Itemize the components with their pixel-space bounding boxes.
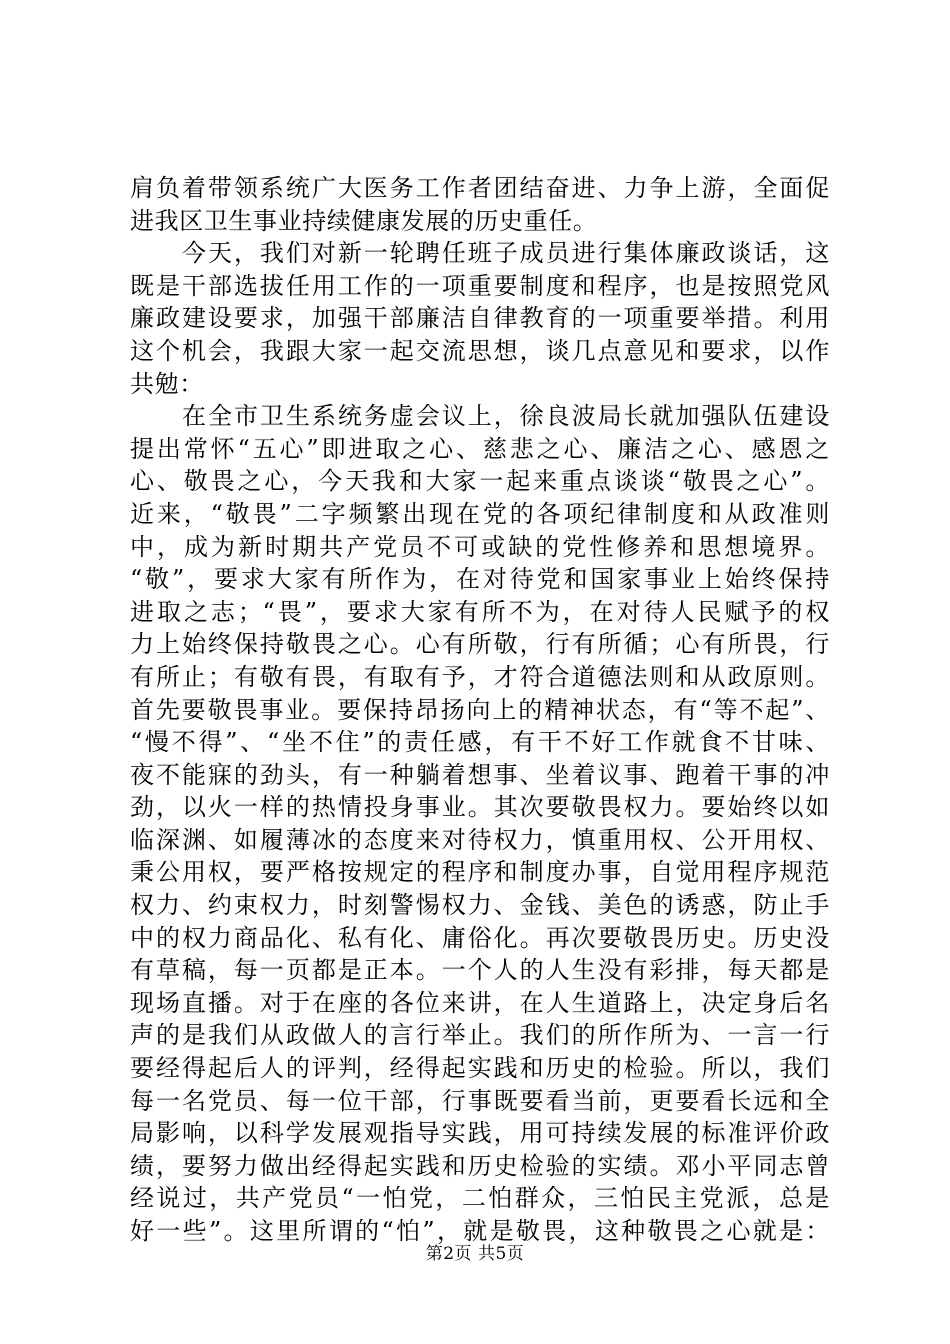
text-line: 近来，“敬畏”二字频繁出现在党的各项纪律制度和从政准则 bbox=[130, 499, 830, 528]
text-line: “慢不得”、“坐不住”的责任感，有干不好工作就食不甘味、 bbox=[130, 728, 830, 757]
text-line: “敬”，要求大家有所作为，在对待党和国家事业上始终保持 bbox=[130, 565, 830, 594]
text-line: 肩负着带领系统广大医务工作者团结奋进、力争上游，全面促 bbox=[130, 174, 830, 202]
text-line: 首先要敬畏事业。要保持昂扬向上的精神状态，有“等不起”、 bbox=[130, 695, 830, 724]
text-line: 经说过，共产党员“一怕党，二怕群众，三怕民主党派，总是 bbox=[130, 1184, 830, 1213]
text-line: 局影响，以科学发展观指导实践，用可持续发展的标准评价政 bbox=[130, 1119, 830, 1148]
text-line: 每一名党员、每一位干部，行事既要看当前，更要看长远和全 bbox=[130, 1086, 830, 1115]
text-line: 要经得起后人的评判，经得起实践和历史的检验。所以，我们 bbox=[130, 1054, 830, 1083]
text-line: 共勉： bbox=[130, 369, 204, 398]
text-line: 绩，要努力做出经得起实践和历史检验的实绩。邓小平同志曾 bbox=[130, 1151, 830, 1180]
text-line: 秉公用权，要严格按规定的程序和制度办事，自觉用程序规范 bbox=[130, 858, 830, 887]
text-line: 心、敬畏之心，今天我和大家一起来重点谈谈“敬畏之心”。 bbox=[130, 467, 830, 496]
text-line: 劲，以火一样的热情投身事业。其次要敬畏权力。要始终以如 bbox=[130, 793, 830, 822]
text-line: 现场直播。对于在座的各位来讲，在人生道路上，决定身后名 bbox=[130, 988, 830, 1017]
text-line: 权力、约束权力，时刻警惕权力、金钱、美色的诱惑，防止手 bbox=[130, 891, 830, 920]
text-line: 有所止；有敬有畏，有取有予，才符合道德法则和从政原则。 bbox=[130, 662, 830, 691]
text-line: 进取之志；“畏”，要求大家有所不为，在对待人民赋予的权 bbox=[130, 597, 830, 626]
text-line: 进我区卫生事业持续健康发展的历史重任。 bbox=[130, 206, 598, 235]
paragraph-first-line: 在全市卫生系统务虚会议上，徐良波局长就加强队伍建设 bbox=[182, 402, 830, 431]
page-footer bbox=[0, 1239, 950, 1264]
text-line: 中，成为新时期共产党员不可或缺的党性修养和思想境界。 bbox=[130, 532, 830, 561]
text-line: 这个机会，我跟大家一起交流思想，谈几点意见和要求，以作 bbox=[130, 336, 830, 365]
text-line: 好一些”。这里所谓的“怕”，就是敬畏，这种敬畏之心就是： bbox=[130, 1217, 830, 1245]
page-number-label: 第2页 共5页 bbox=[425, 1244, 525, 1264]
text-line: 夜不能寐的劲头，有一种躺着想事、坐着议事、跑着干事的冲 bbox=[130, 760, 830, 789]
text-line: 临深渊、如履薄冰的态度来对待权力，慎重用权、公开用权、 bbox=[130, 825, 830, 854]
text-line: 力上始终保持敬畏之心。心有所敬，行有所循；心有所畏，行 bbox=[130, 630, 830, 659]
text-line: 既是干部选拔任用工作的一项重要制度和程序，也是按照党风 bbox=[130, 271, 830, 300]
paragraph-first-line: 今天，我们对新一轮聘任班子成员进行集体廉政谈话，这 bbox=[182, 239, 830, 268]
text-line: 廉政建设要求，加强干部廉洁自律教育的一项重要举措。利用 bbox=[130, 304, 830, 333]
text-line: 提出常怀“五心”即进取之心、慈悲之心、廉洁之心、感恩之 bbox=[130, 434, 830, 463]
text-line: 中的权力商品化、私有化、庸俗化。再次要敬畏历史。历史没 bbox=[130, 923, 830, 952]
body-text bbox=[130, 172, 830, 1248]
text-line: 有草稿，每一页都是正本。一个人的人生没有彩排，每天都是 bbox=[130, 956, 830, 985]
text-line: 声的是我们从政做人的言行举止。我们的所作所为、一言一行 bbox=[130, 1021, 830, 1050]
